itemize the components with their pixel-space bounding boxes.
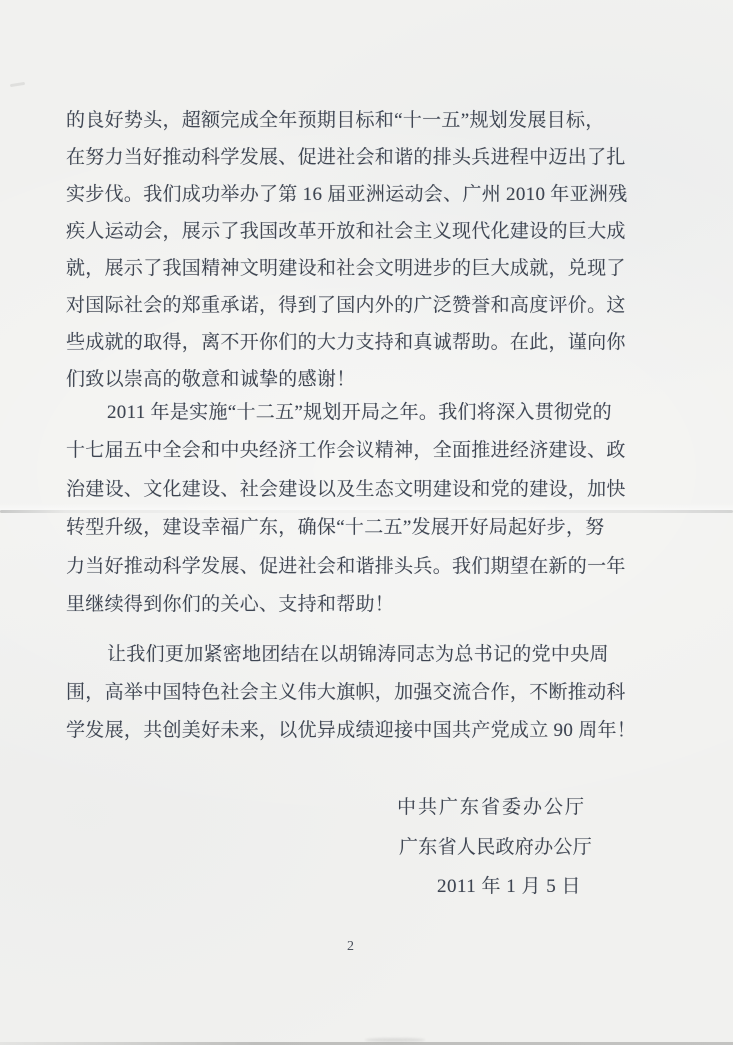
text-line: 在努力当好推动科学发展、促进社会和谐的排头兵进程中迈出了扎	[66, 147, 626, 168]
text-line: 学发展，共创美好未来，以优异成绩迎接中国共产党成立 90 周年！	[66, 720, 637, 741]
text-line: 就，展示了我国精神文明建设和社会文明进步的巨大成就，兑现了	[66, 258, 626, 279]
text-line: 让我们更加紧密地团结在以胡锦涛同志为总书记的党中央周	[107, 644, 609, 665]
text-line: 治建设、文化建设、社会建设以及生态文明建设和党的建设，加快	[66, 479, 626, 500]
text-line: 十七届五中全会和中央经济工作会议精神，全面推进经济建设、政	[66, 440, 626, 461]
fold-crease-highlight	[0, 503, 733, 510]
scan-smudge	[365, 1038, 425, 1042]
text-line: 疾人运动会，展示了我国改革开放和社会主义现代化建设的巨大成	[66, 221, 626, 242]
text-line: 力当好推动科学发展、促进社会和谐排头兵。我们期望在新的一年	[66, 556, 626, 577]
text-line: 些成就的取得，离不开你们的大力支持和真诚帮助。在此，谨向你	[66, 332, 626, 353]
fold-crease	[0, 510, 733, 513]
text-line: 里继续得到你们的关心、支持和帮助！	[66, 594, 395, 615]
signature-org-2: 广东省人民政府办公厅	[399, 837, 593, 858]
scan-speck	[10, 82, 25, 87]
text-line: 围，高举中国特色社会主义伟大旗帜，加强交流合作，不断推动科	[66, 682, 626, 703]
text-line: 对国际社会的郑重承诺，得到了国内外的广泛赞誉和高度评价。这	[66, 295, 626, 316]
page-number: 2	[347, 939, 354, 954]
text-line: 们致以崇高的敬意和诚挚的感谢！	[66, 369, 356, 390]
text-line: 转型升级，建设幸福广东，确保“十二五”发展开好局起好步，努	[66, 517, 605, 538]
signature-org-1: 中共广东省委办公厅	[397, 797, 587, 818]
text-line: 实步伐。我们成功举办了第 16 届亚洲运动会、广州 2010 年亚洲残	[66, 184, 628, 205]
signature-date: 2011 年 1 月 5 日	[437, 876, 582, 897]
text-line: 2011 年是实施“十二五”规划开局之年。我们将深入贯彻党的	[107, 402, 612, 423]
text-line: 的良好势头，超额完成全年预期目标和“十一五”规划发展目标，	[66, 110, 605, 131]
